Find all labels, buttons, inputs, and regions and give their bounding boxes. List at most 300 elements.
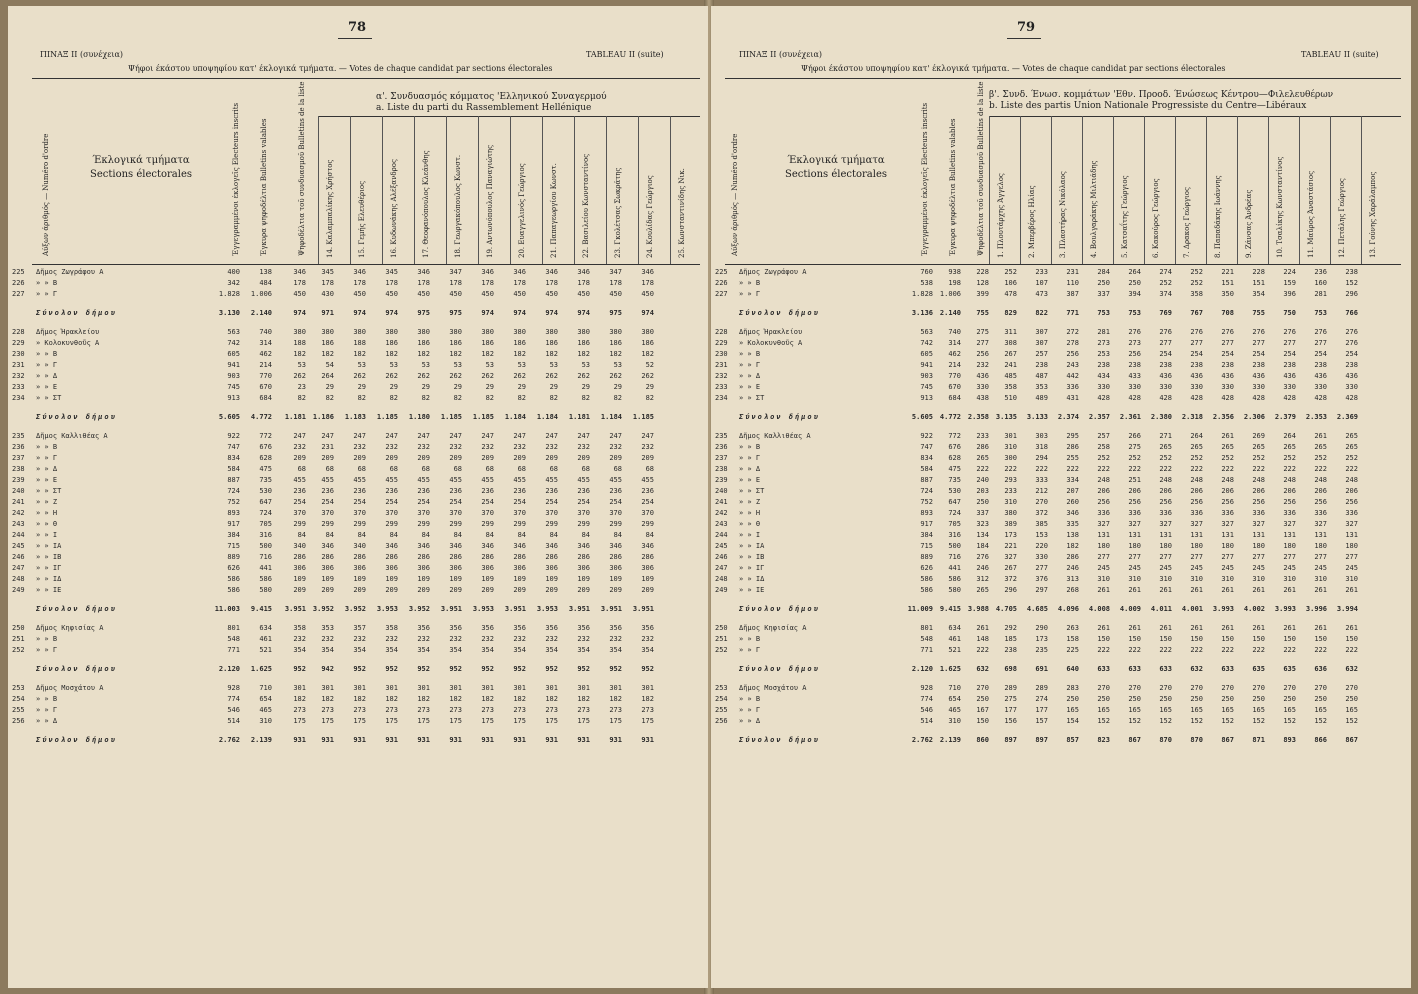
- vote-cell: 233: [1035, 268, 1048, 276]
- vote-cell: 262: [641, 372, 654, 380]
- section-name: » » Ι: [36, 531, 58, 539]
- vote-cell: 336: [1066, 383, 1079, 391]
- table-row: [711, 443, 1411, 453]
- vote-cell: 346: [449, 542, 462, 550]
- vote-cell: 974: [545, 309, 558, 317]
- vote-cell: 1.006: [939, 290, 961, 298]
- vote-cell: 186: [321, 339, 334, 347]
- vote-cell: 705: [948, 520, 961, 528]
- vote-cell: 182: [641, 350, 654, 358]
- vote-cell: 465: [948, 706, 961, 714]
- vote-cell: 252: [1190, 454, 1203, 462]
- vote-cell: 306: [577, 564, 590, 572]
- valid-column-header: Έγκυρα ψηφοδέλτια Bulletins valables: [260, 118, 268, 256]
- vote-cell: 510: [1004, 394, 1017, 402]
- vote-cell: 252: [1221, 454, 1234, 462]
- row-number: 233: [12, 383, 25, 391]
- vote-cell: 301: [481, 684, 494, 692]
- vote-cell: 931: [545, 736, 558, 744]
- vote-cell: 3.952: [344, 605, 366, 613]
- vote-cell: 158: [1066, 635, 1079, 643]
- vote-cell: 893: [920, 509, 933, 517]
- vote-cell: 250: [976, 498, 989, 506]
- row-number: 227: [715, 290, 728, 298]
- table-row: [711, 509, 1411, 519]
- table-row: [711, 394, 1411, 404]
- vote-cell: 236: [449, 487, 462, 495]
- vote-cell: 299: [481, 520, 494, 528]
- vote-cell: 220: [1035, 542, 1048, 550]
- row-number: 230: [12, 350, 25, 358]
- vote-cell: 209: [641, 454, 654, 462]
- vote-cell: 455: [385, 476, 398, 484]
- vote-cell: 270: [1159, 684, 1172, 692]
- vote-cell: 107: [1035, 279, 1048, 287]
- vote-cell: 109: [353, 575, 366, 583]
- column-rule: [318, 116, 319, 264]
- section-name: » » Γ: [36, 646, 58, 654]
- subtotal-row: [8, 309, 708, 319]
- vote-cell: 716: [948, 553, 961, 561]
- vote-cell: 264: [1283, 432, 1296, 440]
- vote-cell: 546: [920, 706, 933, 714]
- vote-cell: 232: [385, 635, 398, 643]
- row-number: 228: [12, 328, 25, 336]
- vote-cell: 236: [481, 487, 494, 495]
- sections-header-greek: Έκλογικά τμήματα: [787, 155, 885, 166]
- vote-cell: 247: [417, 432, 430, 440]
- vote-cell: 273: [417, 706, 430, 714]
- vote-cell: 154: [1066, 717, 1079, 725]
- vote-cell: 489: [1035, 394, 1048, 402]
- table-title-greek: ΠΙΝΑΞ II (συνέχεια): [739, 50, 823, 59]
- vote-cell: 82: [517, 394, 526, 402]
- vote-cell: 165: [1128, 706, 1141, 714]
- vote-cell: 327: [1128, 520, 1141, 528]
- vote-cell: 251: [1128, 476, 1141, 484]
- vote-cell: 771: [920, 646, 933, 654]
- vote-cell: 186: [417, 339, 430, 347]
- vote-cell: 182: [641, 695, 654, 703]
- table-row: [711, 531, 1411, 541]
- vote-cell: 330: [1035, 553, 1048, 561]
- vote-cell: 178: [385, 279, 398, 287]
- table-row: [8, 531, 708, 541]
- vote-cell: 1.183: [344, 413, 366, 421]
- table-row: [711, 432, 1411, 442]
- table-row: [8, 684, 708, 694]
- vote-cell: 2.369: [1336, 413, 1358, 421]
- vote-cell: 276: [1345, 339, 1358, 347]
- vote-cell: 691: [1035, 665, 1048, 673]
- vote-cell: 84: [581, 531, 590, 539]
- row-number: 240: [715, 487, 728, 495]
- row-number: 236: [12, 443, 25, 451]
- vote-cell: 250: [976, 695, 989, 703]
- vote-cell: 370: [513, 509, 526, 517]
- table-subtitle: Ψήφοι έκάστου υποψηφίου κατ' έκλογικά τμήματα. — Votes de chaque candidat par sections électorales: [128, 64, 553, 73]
- vote-cell: 232: [321, 635, 334, 643]
- section-name: » » Ζ: [739, 498, 761, 506]
- vote-cell: 238: [1190, 361, 1203, 369]
- vote-cell: 232: [577, 443, 590, 451]
- vote-cell: 250: [1128, 695, 1141, 703]
- vote-cell: 346: [513, 542, 526, 550]
- row-number: 228: [715, 328, 728, 336]
- vote-cell: 265: [976, 586, 989, 594]
- vote-cell: 232: [641, 635, 654, 643]
- vote-cell: 428: [1345, 394, 1358, 402]
- vote-cell: 301: [417, 684, 430, 692]
- vote-cell: 178: [545, 279, 558, 287]
- vote-cell: 316: [948, 531, 961, 539]
- column-rule: [382, 116, 383, 264]
- vote-cell: 9.415: [250, 605, 272, 613]
- vote-cell: 974: [513, 309, 526, 317]
- vote-cell: 233: [1004, 487, 1017, 495]
- vote-cell: 150: [1128, 635, 1141, 643]
- vote-cell: 271: [1159, 432, 1172, 440]
- vote-cell: 710: [948, 684, 961, 692]
- vote-cell: 11.009: [907, 605, 933, 613]
- vote-cell: 626: [920, 564, 933, 572]
- vote-cell: 110: [1066, 279, 1079, 287]
- vote-cell: 310: [1314, 575, 1327, 583]
- table-row: [8, 564, 708, 574]
- table-row: [8, 279, 708, 289]
- vote-cell: 247: [321, 432, 334, 440]
- table-row: [8, 695, 708, 705]
- vote-cell: 857: [1066, 736, 1079, 744]
- vote-cell: 276: [1221, 328, 1234, 336]
- vote-cell: 209: [513, 454, 526, 462]
- table-row: [8, 575, 708, 585]
- vote-cell: 450: [293, 290, 306, 298]
- vote-cell: 245: [1252, 564, 1265, 572]
- table-row: [711, 268, 1411, 278]
- vote-cell: 922: [920, 432, 933, 440]
- table-row: [8, 290, 708, 300]
- row-number: 242: [715, 509, 728, 517]
- vote-cell: 975: [417, 309, 430, 317]
- vote-cell: 715: [920, 542, 933, 550]
- vote-cell: 450: [353, 290, 366, 298]
- vote-cell: 384: [920, 531, 933, 539]
- vote-cell: 277: [1221, 339, 1234, 347]
- vote-cell: 263: [1066, 624, 1079, 632]
- vote-cell: 333: [1035, 476, 1048, 484]
- vote-cell: 182: [353, 350, 366, 358]
- row-number: 235: [715, 432, 728, 440]
- vote-cell: 370: [293, 509, 306, 517]
- vote-cell: 150: [1252, 635, 1265, 643]
- vote-cell: 180: [1283, 542, 1296, 550]
- row-number: 232: [12, 372, 25, 380]
- vote-cell: 258: [1097, 443, 1110, 451]
- vote-cell: 336: [1128, 509, 1141, 517]
- row-number: 255: [715, 706, 728, 714]
- vote-cell: 245: [1283, 564, 1296, 572]
- vote-cell: 306: [513, 564, 526, 572]
- vote-cell: 277: [1035, 564, 1048, 572]
- vote-cell: 182: [577, 695, 590, 703]
- vote-cell: 150: [1159, 635, 1172, 643]
- vote-cell: 252: [1252, 454, 1265, 462]
- vote-cell: 353: [1035, 383, 1048, 391]
- subtotal-row: [8, 736, 708, 746]
- vote-cell: 276: [1314, 328, 1327, 336]
- section-name: » » Ι: [739, 531, 761, 539]
- vote-cell: 265: [1314, 443, 1327, 451]
- vote-cell: 400: [227, 268, 240, 276]
- vote-cell: 676: [948, 443, 961, 451]
- row-number: 243: [12, 520, 25, 528]
- vote-cell: 710: [259, 684, 272, 692]
- vote-cell: 311: [1004, 328, 1017, 336]
- vote-cell: 633: [1097, 665, 1110, 673]
- vote-cell: 1.185: [472, 413, 494, 421]
- vote-cell: 971: [321, 309, 334, 317]
- vote-cell: 232: [293, 443, 306, 451]
- vote-cell: 84: [613, 531, 622, 539]
- vote-cell: 2.139: [250, 736, 272, 744]
- vote-cell: 222: [1283, 465, 1296, 473]
- vote-cell: 23: [297, 383, 306, 391]
- vote-cell: 771: [1066, 309, 1079, 317]
- vote-cell: 261: [1159, 586, 1172, 594]
- vote-cell: 1.184: [504, 413, 526, 421]
- section-name: » » Β: [739, 279, 761, 287]
- vote-cell: 238: [1345, 268, 1358, 276]
- candidate-header: 17. Θεοφανόπουλος Κλεάνθης: [422, 150, 430, 258]
- vote-cell: 822: [1035, 309, 1048, 317]
- vote-cell: 450: [609, 290, 622, 298]
- vote-cell: 356: [513, 624, 526, 632]
- vote-cell: 68: [389, 465, 398, 473]
- vote-cell: 724: [227, 487, 240, 495]
- vote-cell: 372: [1035, 509, 1048, 517]
- table-row: [711, 279, 1411, 289]
- vote-cell: 1.185: [376, 413, 398, 421]
- vote-cell: 273: [353, 706, 366, 714]
- section-name: Σύνολον δήμου: [36, 605, 117, 613]
- table-row: [711, 706, 1411, 716]
- vote-cell: 247: [513, 432, 526, 440]
- vote-cell: 273: [577, 706, 590, 714]
- vote-cell: 2.361: [1119, 413, 1141, 421]
- vote-cell: 9.415: [939, 605, 961, 613]
- section-name: » » Β: [36, 695, 58, 703]
- vote-cell: 182: [609, 695, 622, 703]
- vote-cell: 306: [481, 564, 494, 572]
- vote-cell: 628: [948, 454, 961, 462]
- vote-cell: 222: [976, 465, 989, 473]
- vote-cell: 109: [481, 575, 494, 583]
- vote-cell: 268: [1066, 586, 1079, 594]
- vote-cell: 236: [1314, 268, 1327, 276]
- vote-cell: 221: [1004, 542, 1017, 550]
- section-name: » » Δ: [739, 372, 761, 380]
- vote-cell: 84: [389, 531, 398, 539]
- table-row: [8, 350, 708, 360]
- vote-cell: 209: [609, 454, 622, 462]
- vote-cell: 3.951: [440, 605, 462, 613]
- vote-cell: 354: [577, 646, 590, 654]
- vote-cell: 301: [545, 684, 558, 692]
- vote-cell: 262: [513, 372, 526, 380]
- vote-cell: 233: [976, 432, 989, 440]
- vote-cell: 252: [1159, 279, 1172, 287]
- vote-cell: 153: [1035, 531, 1048, 539]
- vote-cell: 889: [920, 553, 933, 561]
- vote-cell: 256: [1190, 498, 1203, 506]
- vote-cell: 774: [227, 695, 240, 703]
- vote-cell: 299: [641, 520, 654, 528]
- vote-cell: 436: [1314, 372, 1327, 380]
- table-row: [711, 695, 1411, 705]
- column-rule: [1237, 116, 1238, 264]
- row-number: 235: [12, 432, 25, 440]
- vote-cell: 548: [920, 635, 933, 643]
- candidate-header: 8. Παπαδάκης Ιωάννης: [1214, 175, 1222, 258]
- vote-cell: 724: [948, 509, 961, 517]
- vote-cell: 261: [1314, 432, 1327, 440]
- vote-cell: 278: [1066, 339, 1079, 347]
- vote-cell: 455: [641, 476, 654, 484]
- section-name: » » Δ: [739, 717, 761, 725]
- vote-cell: 262: [385, 372, 398, 380]
- party-name-french: b. Liste des partis Union Nationale Progressiste du Centre—Libéraux: [989, 101, 1307, 111]
- vote-cell: 376: [1035, 575, 1048, 583]
- vote-cell: 289: [1004, 684, 1017, 692]
- vote-cell: 716: [259, 553, 272, 561]
- vote-cell: 248: [1314, 476, 1327, 484]
- vote-cell: 156: [1004, 717, 1017, 725]
- vote-cell: 931: [641, 736, 654, 744]
- vote-cell: 345: [385, 268, 398, 276]
- vote-cell: 327: [1097, 520, 1110, 528]
- vote-cell: 742: [227, 339, 240, 347]
- table-row: [8, 268, 708, 278]
- vote-cell: 82: [325, 394, 334, 402]
- vote-cell: 372: [1004, 575, 1017, 583]
- vote-cell: 455: [481, 476, 494, 484]
- vote-cell: 1.181: [568, 413, 590, 421]
- vote-cell: 327: [1159, 520, 1172, 528]
- vote-cell: 396: [1283, 290, 1296, 298]
- vote-cell: 262: [577, 372, 590, 380]
- vote-cell: 580: [259, 586, 272, 594]
- vote-cell: 82: [453, 394, 462, 402]
- vote-cell: 336: [1221, 509, 1234, 517]
- vote-cell: 1.184: [536, 413, 558, 421]
- row-number: 240: [12, 487, 25, 495]
- vote-cell: 131: [1252, 531, 1265, 539]
- vote-cell: 640: [1066, 665, 1079, 673]
- vote-cell: 261: [1283, 624, 1296, 632]
- vote-cell: 1.828: [218, 290, 240, 298]
- vote-cell: 952: [417, 665, 430, 673]
- section-name: » » Γ: [36, 706, 58, 714]
- vote-cell: 327: [1314, 520, 1327, 528]
- vote-cell: 284: [1097, 268, 1110, 276]
- vote-cell: 252: [1345, 454, 1358, 462]
- vote-cell: 175: [417, 717, 430, 725]
- vote-cell: 313: [1066, 575, 1079, 583]
- vote-cell: 330: [1345, 383, 1358, 391]
- vote-cell: 931: [321, 736, 334, 744]
- vote-cell: 952: [641, 665, 654, 673]
- vote-cell: 462: [948, 350, 961, 358]
- vote-cell: 356: [609, 624, 622, 632]
- vote-cell: 250: [1066, 695, 1079, 703]
- vote-cell: 54: [325, 361, 334, 369]
- vote-cell: 68: [645, 465, 654, 473]
- vote-cell: 250: [1097, 695, 1110, 703]
- vote-cell: 182: [417, 350, 430, 358]
- vote-cell: 222: [1004, 465, 1017, 473]
- vote-cell: 236: [293, 487, 306, 495]
- vote-cell: 475: [259, 465, 272, 473]
- vote-cell: 4.011: [1150, 605, 1172, 613]
- vote-cell: 698: [1004, 665, 1017, 673]
- vote-cell: 209: [481, 454, 494, 462]
- vote-cell: 330: [1252, 383, 1265, 391]
- vote-cell: 346: [353, 268, 366, 276]
- vote-cell: 232: [641, 443, 654, 451]
- vote-cell: 4.772: [939, 413, 961, 421]
- vote-cell: 261: [1221, 586, 1234, 594]
- vote-cell: 175: [545, 717, 558, 725]
- vote-cell: 180: [1097, 542, 1110, 550]
- vote-cell: 922: [227, 432, 240, 440]
- vote-cell: 82: [421, 394, 430, 402]
- vote-cell: 2.120: [218, 665, 240, 673]
- vote-cell: 238: [1159, 361, 1172, 369]
- vote-cell: 952: [609, 665, 622, 673]
- vote-cell: 228: [976, 268, 989, 276]
- vote-cell: 306: [545, 564, 558, 572]
- vote-cell: 3.994: [1336, 605, 1358, 613]
- vote-cell: 312: [976, 575, 989, 583]
- section-name: » » Ε: [739, 383, 761, 391]
- vote-cell: 206: [1221, 487, 1234, 495]
- vote-cell: 236: [513, 487, 526, 495]
- vote-cell: 605: [227, 350, 240, 358]
- vote-cell: 273: [481, 706, 494, 714]
- vote-cell: 214: [948, 361, 961, 369]
- vote-cell: 180: [1345, 542, 1358, 550]
- section-name: Δῆμος Καλλιθέας Α: [739, 432, 811, 440]
- section-name: » » Δ: [36, 372, 58, 380]
- vote-cell: 131: [1221, 531, 1234, 539]
- vote-cell: 198: [948, 279, 961, 287]
- section-name: » » Δ: [36, 465, 58, 473]
- column-rule: [1206, 116, 1207, 264]
- row-number: 249: [12, 586, 25, 594]
- vote-cell: 345: [321, 268, 334, 276]
- vote-cell: 330: [1314, 383, 1327, 391]
- vote-cell: 3.951: [600, 605, 622, 613]
- vote-cell: 475: [948, 465, 961, 473]
- vote-cell: 270: [1035, 498, 1048, 506]
- section-name: Δῆμος Ἡρακλείου: [739, 328, 803, 336]
- table-row: [8, 328, 708, 338]
- vote-cell: 152: [1221, 717, 1234, 725]
- vote-cell: 318: [1035, 443, 1048, 451]
- vote-cell: 186: [513, 339, 526, 347]
- vote-cell: 182: [353, 695, 366, 703]
